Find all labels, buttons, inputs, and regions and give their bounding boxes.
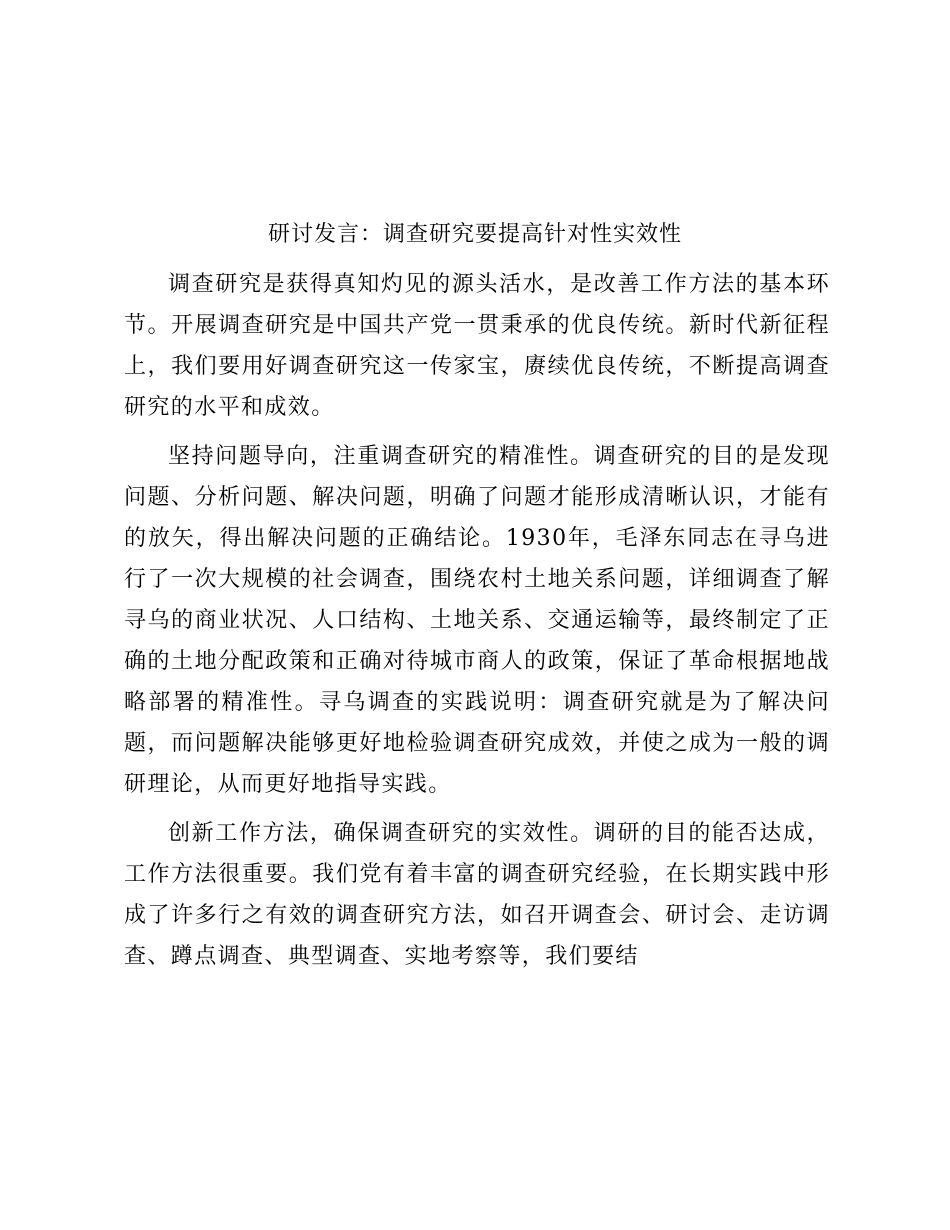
paragraph-intro: 调查研究是获得真知灼见的源头活水，是改善工作方法的基本环节。开展调查研究是中国共产党一贯秉承的优良传统。新时代新征程上，我们要用好调查研究这一传家宝，赓续优良传统，不断提高调查研究的水平和成效。 bbox=[124, 272, 830, 420]
document-body bbox=[124, 264, 830, 977]
paragraph-work-methods: 创新工作方法，确保调查研究的实效性。调研的目的能否达成，工作方法很重要。我们党有着丰富的调查研究经验，在长期实践中形成了许多行之有效的调查研究方法，如召开调查会、研讨会、走访调查、蹲点调查、典型调查、实地考察等，我们要结 bbox=[124, 821, 830, 969]
paragraph-problem-orientation: 坚持问题导向，注重调查研究的精准性。调查研究的目的是发现问题、分析问题、解决问题，明确了问题才能形成清晰认识，才能有的放矢，得出解决问题的正确结论。1930年，毛泽东同志在寻乌进行了一次大规模的社会调查，围绕农村土地关系问题，详细调查了解寻乌的商业状况、人口结构、土地关系、交通运输等，最终制定了正确的土地分配政策和正确对待城市商人的政策，保证了革命根据地战略部署的精准性。寻乌调查的实践说明：调查研究就是为了解决问题，而问题解决能够更好地检验调查研究成效，并使之成为一般的调研理论，从而更好地指导实践。 bbox=[124, 444, 830, 797]
document-title: 研讨发言：调查研究要提高针对性实效性 bbox=[267, 222, 682, 247]
